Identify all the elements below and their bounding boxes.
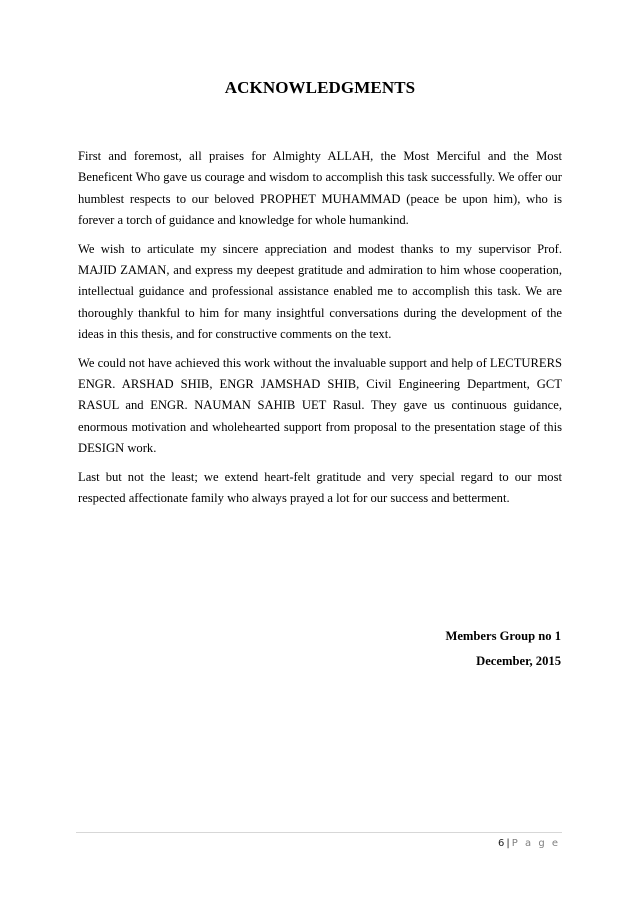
page-footer bbox=[498, 838, 560, 849]
paragraph-2: We wish to articulate my sincere appreciation and modest thanks to my supervisor Prof. MAJID ZAMAN, and express my deepest gratitude and admiration to him whose cooperation, intellectual guidance and professional assistance enabled me to accomplish this task. We are thoroughly thankful to him for many insightful conversations during the development of the ideas in this thesis, and for constructive comments on the text. bbox=[78, 241, 562, 341]
page-title: ACKNOWLEDGMENTS bbox=[224, 78, 416, 97]
signature-group: Members Group no 1 bbox=[445, 629, 561, 643]
page-label: P a g e bbox=[511, 838, 560, 849]
page-number: 6 bbox=[498, 838, 505, 849]
signature-date: December, 2015 bbox=[476, 654, 561, 668]
paragraph-4: Last but not the least; we extend heart-felt gratitude and very special regard to our most respected affectionate family who always prayed a lot for our success and betterment. bbox=[78, 469, 562, 505]
paragraph-3: We could not have achieved this work without the invaluable support and help of LECTURERS ENGR. ARSHAD SHIB, ENGR JAMSHAD SHIB, Civil Engineering Department, GCT RASUL and ENGR. NAUMAN SAHIB UET Rasul. They gave us continuous guidance, enormous motivation and wholehearted support from proposal to the presentation stage of this DESIGN work. bbox=[78, 355, 562, 455]
acknowledgment-body bbox=[78, 146, 562, 517]
paragraph-1: First and foremost, all praises for Almighty ALLAH, the Most Merciful and the Most Beneficent Who gave us courage and wisdom to accomplish this task successfully. We offer our humblest respects to our beloved PROPHET MUHAMMAD (peace be upon him), who is forever a torch of guidance and knowledge for whole humankind. bbox=[78, 149, 562, 227]
footer-separator: | bbox=[506, 838, 510, 849]
footer-divider bbox=[76, 832, 562, 833]
